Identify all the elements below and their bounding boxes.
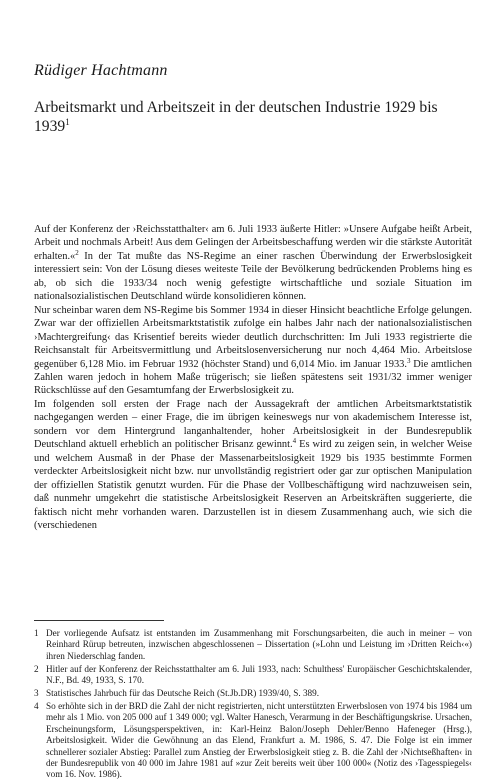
title-footnote-ref[interactable]: 1 bbox=[65, 117, 70, 127]
footnote-ref-3[interactable]: 3 bbox=[406, 356, 411, 365]
footnote-number: 3 bbox=[34, 688, 39, 699]
footnote-ref-2[interactable]: 2 bbox=[75, 248, 79, 257]
article-title bbox=[34, 98, 474, 136]
footnote-number: 2 bbox=[34, 663, 39, 674]
paragraph-3 bbox=[34, 398, 472, 533]
footnote-text: So erhöhte sich in der BRD die Zahl der nicht registrierten, nicht unterstützten Erwerbslosen von 1974 bis 1984 um mehr als 1 Mio. von 205 000 auf 1 349 000; vgl. Walter Hanesch, Verarmung in der Beschäftigungskrise. Ursachen, Erscheinungsform, Lösungsperspektiven, in: Karl-Heinz Balon/Joseph Dehler/Benno Hafeneger (Hrsg.), Arbeitslosigkeit. Wider die Gewöhnung an das Elend, Frankfurt a. M. 1986, S. 47. Die Folge ist ein immer schnellerer sozialer Abstieg: Parallel zum Anstieg der Erwerbslosigkeit stieg z. B. die Zahl der ›Nichtseßhaften‹ in der Bundesrepublik von 40 000 im Jahre 1981 auf »zur Zeit bereits weit über 100 000« (Notiz des ›Tagesspiegels‹ vom 16. Nov. 1986). bbox=[46, 700, 472, 780]
footnote-ref-4[interactable]: 4 bbox=[292, 437, 297, 446]
paragraph-text: In der Tat mußte das NS-Regime an einer raschen Überwindung der Erwerbslosigkeit interessiert sein: Von der Lösung dieses weiteste Teile der Bevölkerung bedrückenden Problems hing es ab, ob sich die 1933/34 noch wenig gefestigte wirtschaftliche und soziale Situation im nationalsozialistischen Deutschland würde konsolidieren können. bbox=[34, 250, 472, 303]
author-name: Rüdiger Hachtmann bbox=[34, 62, 168, 79]
footnote-2 bbox=[34, 664, 472, 687]
footnote-text: Hitler auf der Konferenz der Reichsstatthalter am 6. Juli 1933, nach: Schulthess' Europäischer Geschichtskalender, N.F., Bd. 49, 1933, S. 170. bbox=[46, 663, 472, 686]
footnote-text: Der vorliegende Aufsatz ist entstanden im Zusammenhang mit Forschungsarbeiten, die auch in meiner – von Reinhard Rürup betreuten, inzwischen abgeschlossenen – Dissertation (»Lohn und Leistung im ›Dritten Reich‹«) ihren Niederschlag fanden. bbox=[46, 628, 472, 661]
footnote-divider bbox=[34, 620, 164, 621]
footnotes bbox=[34, 628, 472, 782]
footnote-3 bbox=[34, 688, 472, 699]
paragraph-text: Nur scheinbar waren dem NS-Regime bis Sommer 1934 in dieser Hinsicht beachtliche Erfolge gelungen. Zwar war der offiziellen Arbeitsmarktstatistik zufolge ein halbes Jahr nach der nationalsozialistischen ›Machtergreifung‹ das Krisentief bereits wieder deutlich durchschritten: Im Juli 1933 registrierte die Reichsanstalt für Arbeitsvermittlung und Arbeitslosenversicherung nur noch 4,464 Mio. Arbeitslose gegenüber 6,128 Mio. im Februar 1932 (höchster Stand) und 6,014 Mio. im Januar 1933. bbox=[34, 304, 472, 370]
article-body bbox=[34, 223, 472, 532]
footnote-number: 4 bbox=[34, 700, 39, 711]
footnote-1 bbox=[34, 628, 472, 662]
title-text: Arbeitsmarkt und Arbeitszeit in der deutschen Industrie 1929 bis 1939 bbox=[34, 99, 438, 135]
paragraph-text: Auf der Konferenz der ›Reichsstatthalter‹ am 6. Juli 1933 äußerte Hitler: »Unsere Aufgabe heißt Arbeit, Arbeit und nochmals Arbeit! Aus dem Gelingen der Arbeitsbeschaffung werden wir die stärkste Autorität erhalten.« bbox=[34, 224, 472, 262]
paragraph-text: Im folgenden soll ersten der Frage nach der Aussagekraft der amtlichen Arbeitsmarktstatistik nachgegangen werden – einer Frage, die im übrigen keineswegs nur von akademischem Interesse ist, sondern vor dem Hintergrund langanhaltender, hoher Arbeitslosigkeit in der Bundesrepublik Deutschland aktuell erheblich an politischer Brisanz gewinnt. bbox=[34, 398, 472, 451]
paragraph-2 bbox=[34, 304, 472, 398]
paragraph-1 bbox=[34, 223, 472, 304]
footnote-4 bbox=[34, 701, 472, 781]
paragraph-text: Es wird zu zeigen sein, in welcher Weise und welchem Ausmaß in der Phase der Massenarbeitslosigkeit 1929 bis 1935 bestimmte Formen verdeckter Arbeitslosigkeit nicht bzw. nur unvollständig registriert oder gar zur optischen Manipulation der offiziellen Statistik genutzt wurden. Für die Phase der Vollbeschäftigung wird nachzuweisen sein, daß nunmehr umgekehrt die statistische Arbeitslosigkeit Reserven an Arbeitskräften suggerierte, die faktisch nicht mehr vorhanden waren. Darzustellen ist in diesem Zusammenhang auch, wie sich die (verschiedenen bbox=[34, 439, 472, 531]
footnote-text: Statistisches Jahrbuch für das Deutsche Reich (St.Jb.DR) 1939/40, S. 389. bbox=[46, 688, 320, 699]
paragraph-text: Die amtlichen Zahlen waren jedoch in hohem Maße trügerisch; sie ließen spätestens seit 1931/32 immer weniger Rückschlüsse auf den Gesamtumfang der Erwerbslosigkeit zu. bbox=[34, 358, 472, 397]
footnote-number: 1 bbox=[34, 628, 39, 638]
